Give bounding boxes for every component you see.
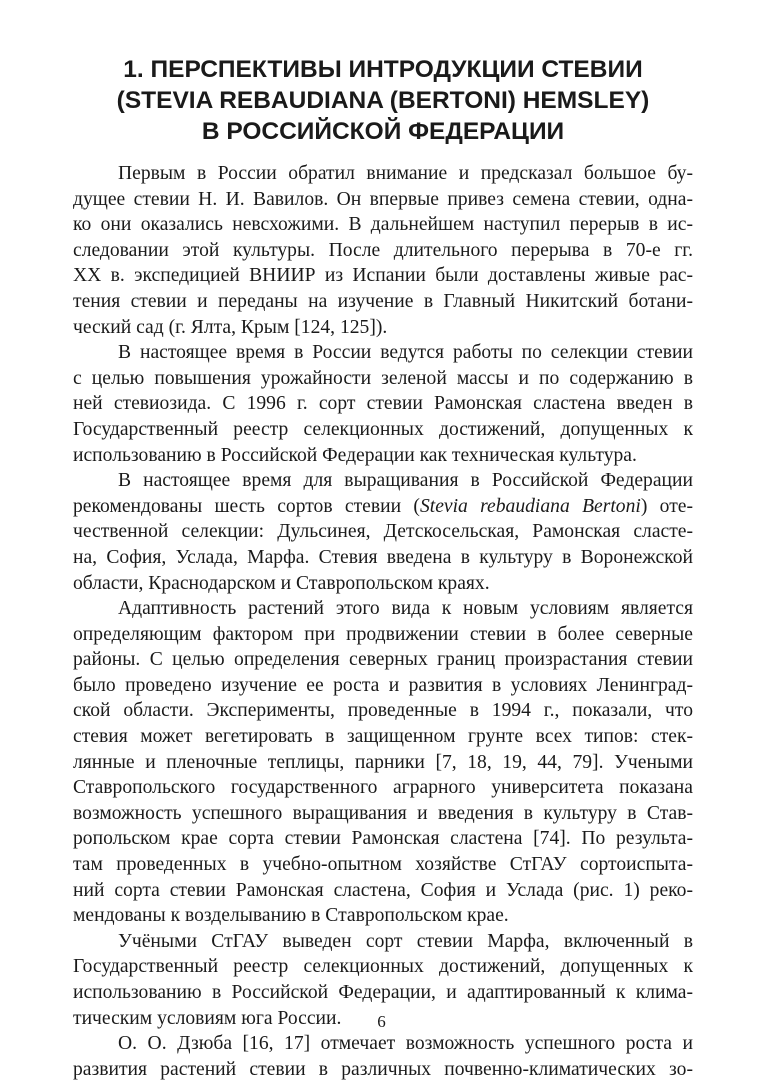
text-line: было проведено изучение ее роста и развития в условиях Ленинград- <box>73 674 693 696</box>
text-line: Адаптивность растений этого вида к новым условиям является <box>118 598 693 620</box>
text-line: мендованы к возделыванию в Ставропольском крае. <box>73 905 509 927</box>
text-line: Государственный реестр селекционных достижений, допущенных к <box>73 956 693 978</box>
title-line-1: 1. ПЕРСПЕКТИВЫ ИНТРОДУКЦИИ СТЕВИИ <box>123 56 643 83</box>
text-line: ний сорта стевии Рамонская сластена, София и Услада (рис. 1) реко- <box>73 879 693 901</box>
text-line: на, София, Услада, Марфа. Стевия введена в культуру в Воронежской <box>73 546 693 568</box>
text-line: тическим условиям юга России. <box>73 1007 342 1029</box>
text-line: с целью повышения урожайности зеленой массы и по содержанию в <box>73 367 693 389</box>
paragraph-1 <box>73 161 693 340</box>
paragraph-6 <box>73 1031 693 1082</box>
page-number: 6 <box>377 1012 386 1031</box>
title-line-3: В РОССИЙСКОЙ ФЕДЕРАЦИИ <box>201 118 565 145</box>
text-line: районы. С целью определения северных границ произрастания стевии <box>73 649 693 671</box>
text-line: области, Краснодарском и Ставропольском краях. <box>73 572 490 594</box>
text-line: использованию в Российской Федерации, и адаптированный к клима- <box>73 982 693 1003</box>
text-line: дущее стевии Н. И. Вавилов. Он впервые привез семена стевии, одна- <box>73 188 693 210</box>
body-text <box>73 161 693 1082</box>
paragraph-3 <box>73 468 693 596</box>
chapter-title <box>73 54 693 147</box>
text-line: XX в. экспедицией ВНИИР из Испании были доставлены живые рас- <box>73 265 693 287</box>
text-line: Ставропольского государственного аграрного университета показана <box>73 777 693 799</box>
text-line: чественной селекции: Дульсинея, Детскосельская, Рамонская сласте- <box>73 521 693 543</box>
text-line: развития растений стевии в различных почвенно-климатических зо- <box>73 1058 693 1080</box>
species-name: Stevia rebaudiana Bertoni <box>419 495 641 517</box>
text-line: Первым в России обратил внимание и предсказал большое бу- <box>118 163 693 184</box>
text-line: ропольском крае сорта стевии Рамонская сластена [74]. По результа- <box>73 828 693 850</box>
text-line: ко они оказались невсхожими. В дальнейшем наступил перерыв в ис- <box>73 214 693 236</box>
text-line: ской области. Эксперименты, проведенные в 1994 г., показали, что <box>73 700 693 722</box>
text-line: там проведенных в учебно-опытном хозяйстве СтГАУ сортоиспыта- <box>73 854 693 876</box>
text-line: ческий сад (г. Ялта, Крым [124, 125]). <box>73 316 388 338</box>
text-line: лянные и пленочные теплицы, парники [7, 18, 19, 44, 79]. Учеными <box>73 751 693 773</box>
title-line-2: (STEVIA REBAUDIANA (BERTONI) HEMSLEY) <box>116 87 650 114</box>
text-line: Государственный реестр селекционных достижений, допущенных к <box>73 418 693 440</box>
text-line: возможность успешного выращивания и введения в культуру в Став- <box>73 802 693 824</box>
text-line: Учёными СтГАУ выведен сорт стевии Марфа, включенный в <box>118 930 693 952</box>
text-line: тения стевии и переданы на изучение в Главный Никитский ботани- <box>73 290 693 312</box>
text-line: использованию в Российской Федерации как техническая культура. <box>73 444 637 466</box>
text-line: В настоящее время в России ведутся работы по селекции стевии <box>118 342 693 364</box>
text-fragment: ) оте- <box>640 495 694 517</box>
text-line: В настоящее время для выращивания в Российской Федерации <box>118 470 693 492</box>
paragraph-4 <box>73 596 693 929</box>
text-line: О. О. Дзюба [16, 17] отмечает возможность успешного роста и <box>118 1033 693 1055</box>
paragraph-2 <box>73 340 693 468</box>
text-line: ней стевиозида. С 1996 г. сорт стевии Рамонская сластена введен в <box>73 393 693 415</box>
text-line <box>73 494 693 520</box>
text-line: определяющим фактором при продвижении стевии в более северные <box>73 623 693 645</box>
text-line: стевия может вегетировать в защищенном грунте всех типов: стек- <box>73 726 693 748</box>
text-fragment: рекомендованы шесть сортов стевии ( <box>73 495 420 517</box>
text-line: следовании этой культуры. После длительного перерыва в 70-е гг. <box>73 239 693 261</box>
